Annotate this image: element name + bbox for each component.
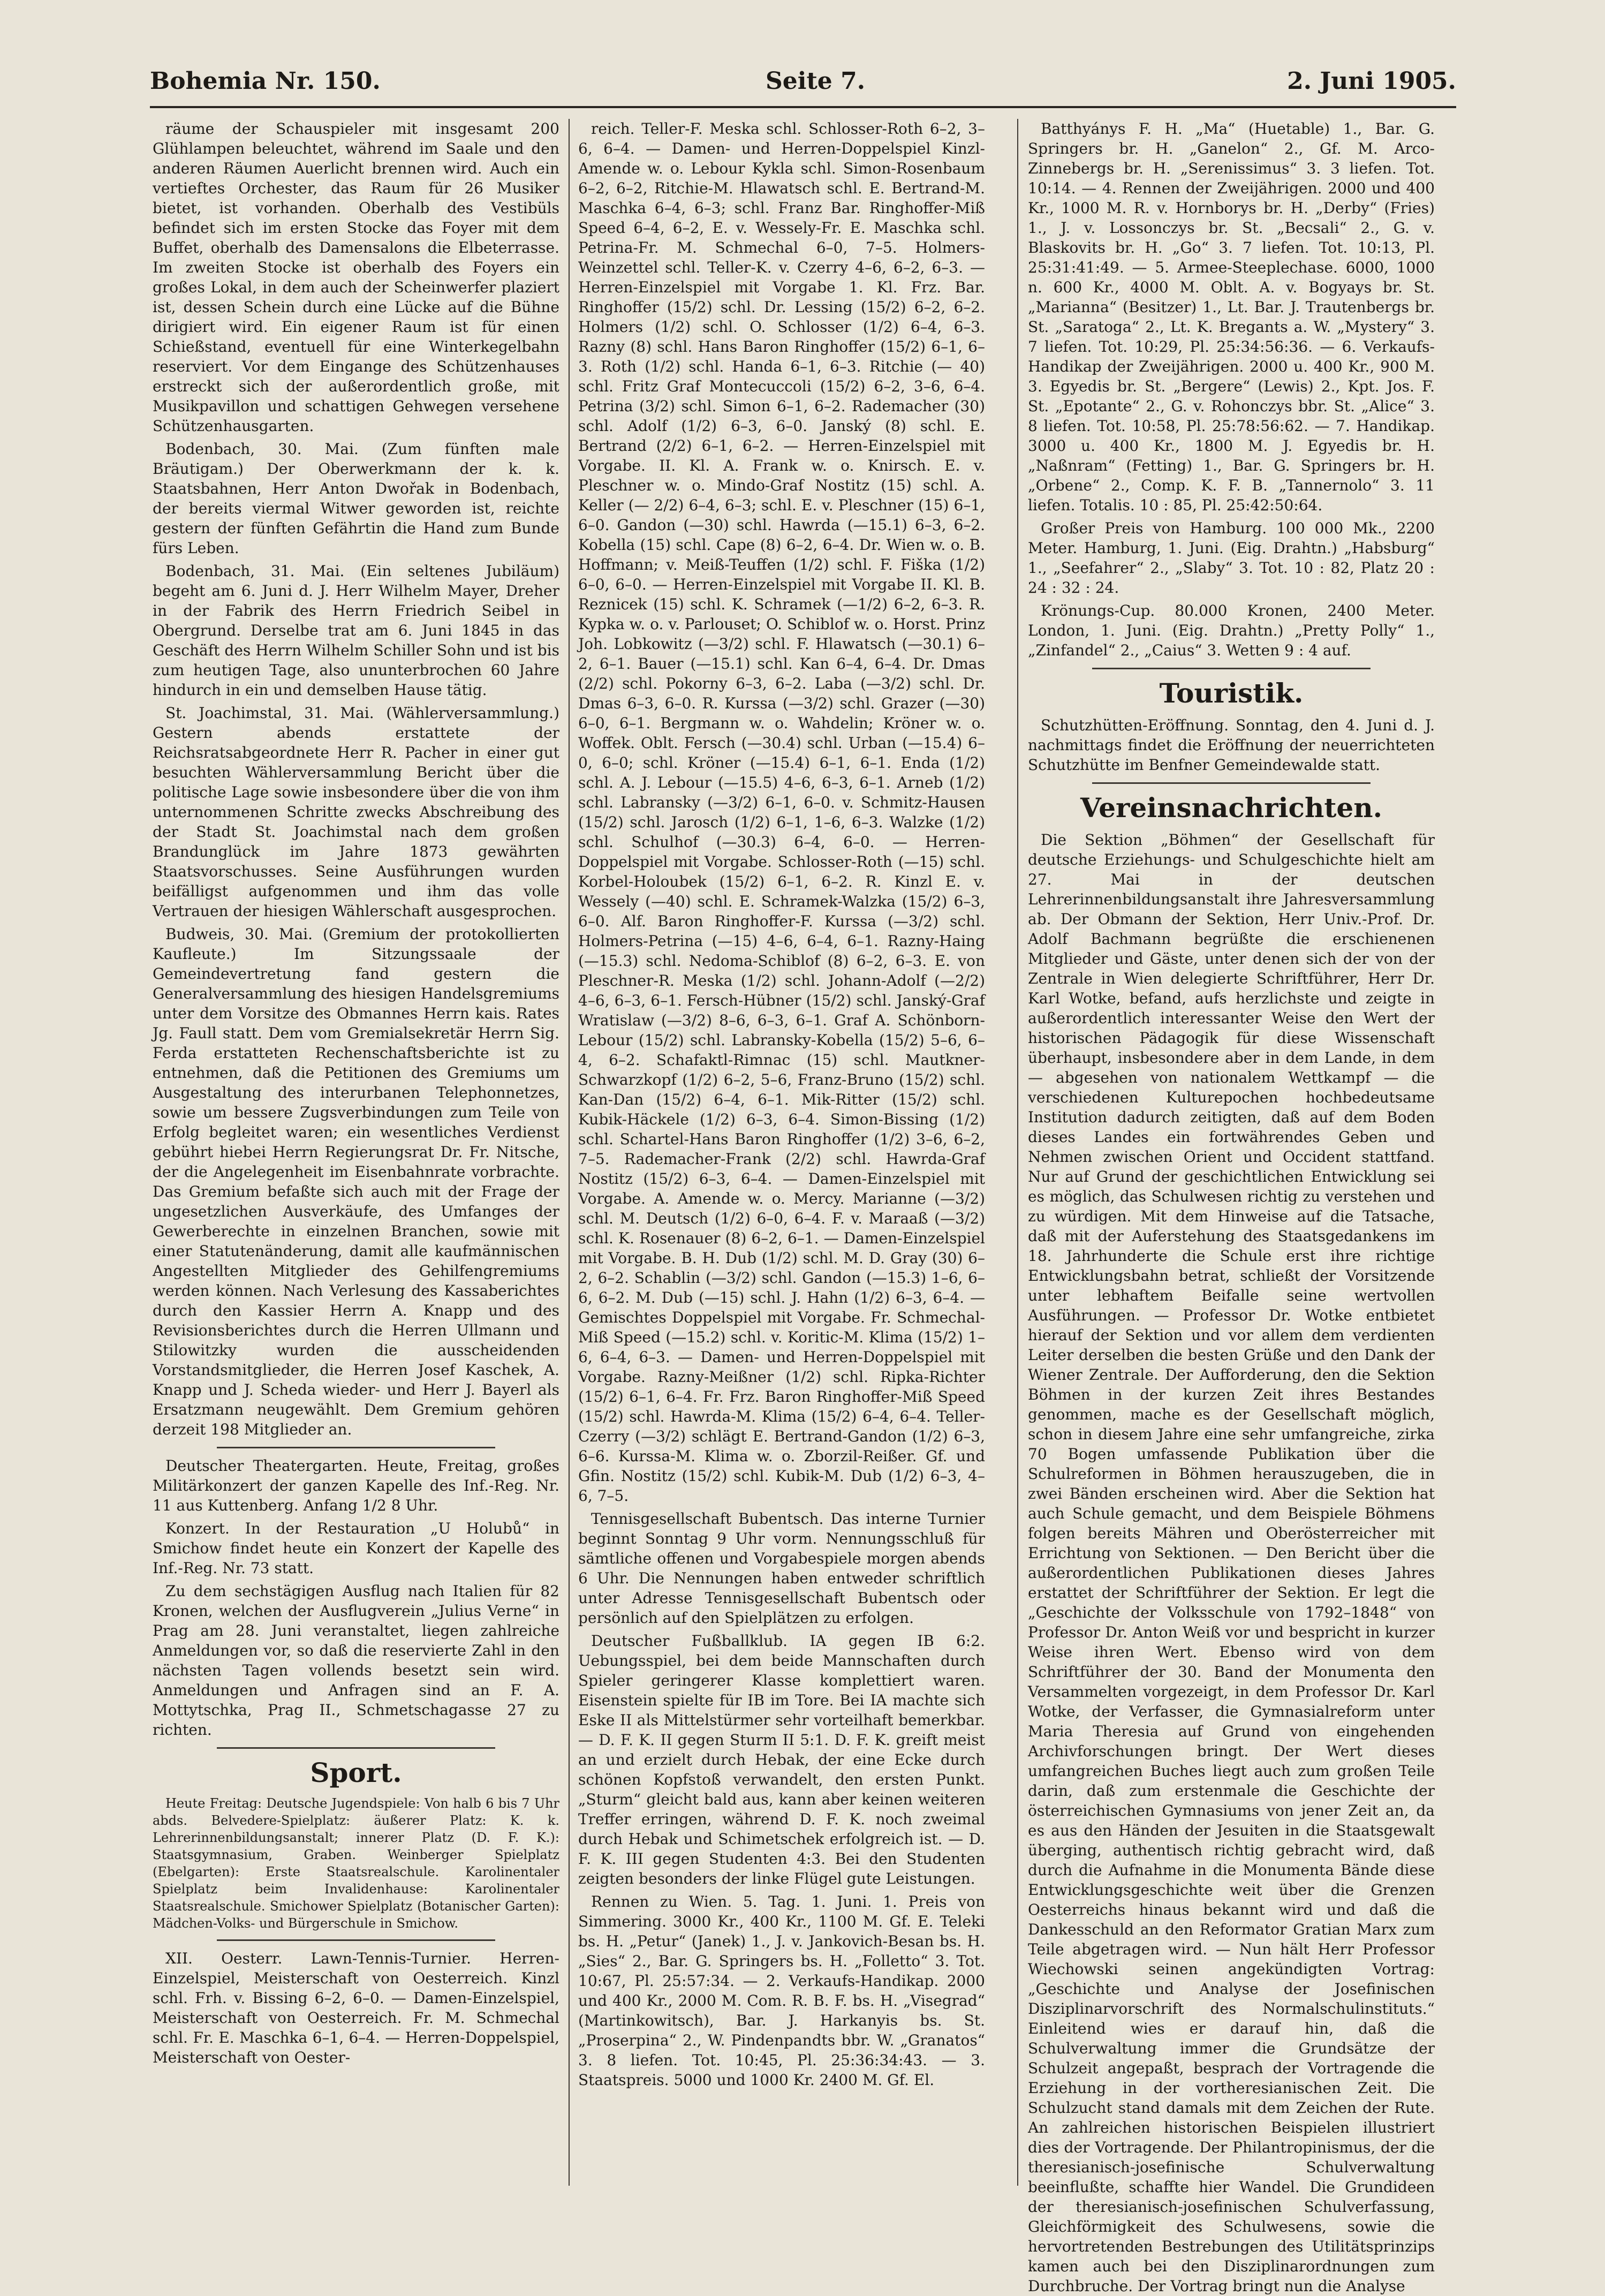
section-divider (217, 1747, 495, 1749)
article-budweis: Budweis, 30. Mai. (Gremium der protokollierten Kaufleute.) Im Sitzungssaale der Gemeindevertretung fand gestern die Generalversammlung des hiesigen Handelsgremiums unter dem Vorsitze des Obmannes Herrn kais. Rates Jg. Faull statt. Dem vom Gremialsekretär Herrn Sig. Ferda erstatteten Rechenschaftsberichte ist zu entnehmen, daß die Petitionen des Gremiums um Ausgestaltung des interurbanen Telephonnetzes, sowie um bessere Zugsverbindungen zum Teile von Erfolg begleitet waren; ein wesentliches Verdienst gebührt hiebei Herrn Regierungsrat Dr. Fr. Nitsche, der die Angelegenheit im Eisenbahnrate vorbrachte. Das Gremium befaßte sich auch mit der Frage der ungesetzlichen Ausverkäufe, des Umfanges der Gewerberechte in einzelnen Branchen, sowie mit einer Statutenänderung, damit alle kaufmännischen Angestellten Mitglieder des Gehilfengremiums werden können. Nach Verlesung des Kassaberichtes durch den Kassier Herrn A. Knapp und des Revisionsberichtes durch die Herren Ullmann und Stilowitzky wurden die ausscheidenden Vorstandsmitglieder, die Herren Josef Kaschek, A. Knapp und J. Scheda wieder- und Herr J. Bayerl als Ersatzmann neugewählt. Dem Gremium gehören derzeit 198 Mitglieder an. (153, 925, 559, 1438)
verein-sektion-boehmen: Die Sektion „Böhmen“ der Gesellschaft für deutsche Erziehungs- und Schulgeschichte hielt am 27. Mai in der deutschen Lehrerinnenbildungsanstalt ihre Jahresversammlung ab. Der Obmann der Sektion, Herr Univ.-Prof. Dr. Adolf Bachmann begrüßte die erschienenen Mitglieder und Gäste, unter denen sich der von der Zentrale in Wien delegierte Schriftführer, Herr Dr. Karl Wotke, befand, aufs herzlichste und zeigte in außerordentlich interessanter Weise den Wert der historischen Pädagogik für diese Wissenschaft überhaupt, insbesondere aber in dem Lande, in dem — abgesehen von nationalem Wettkampf — die verschiedenen Kulturepochen hochbedeutsame Institution dadurch zeitigten, daß auf dem Boden dieses Landes ein fortwährendes Geben und Nehmen zwischen Orient und Occident stattfand. Nur auf Grund der geschichtlichen Entwicklung sei es möglich, das Schulwesen richtig zu verstehen und zu würdigen. Mit dem Hinweise auf die Tatsache, daß mit der Auferstehung des Staatsgedankens im 18. Jahrhunderte die Schule erst ihre richtige Entwicklungsbahn betrat, schließt der Vorsitzende unter lebhaftem Beifalle seine wertvollen Ausführungen. — Professor Dr. Wotke entbietet hierauf der Sektion und vor allem dem verdienten Leiter derselben die besten Grüße und den Dank der Wiener Zentrale. Der Aufforderung, den die Sektion Böhmen in der kurzen Zeit ihres Bestandes genommen, mache es der Gesellschaft möglich, schon in diesem Jahre eine sehr umfangreiche, zirka 70 Bogen umfassende Publikation über die Schulreformen in Böhmen herauszugeben, die in zwei Bänden erscheinen wird. Aber die Sektion hat auch Schule gemacht, und dem Beispiele Böhmens folgen bereits Mähren und Oberösterreicher mit Errichtung von Sektionen. — Den Bericht über die außerordentlichen Publikationen dieses Jahres erstattet der Schriftführer der Sektion. Er legt die „Geschichte der Volksschule von 1792–1848“ von Professor Dr. Anton Weiß vor und bespricht in kurzer Weise ihren Wert. Ebenso wird von dem Schriftführer der 30. Band der Monumenta den Versammelten vorgezeigt, in dem Professor Dr. Karl Wotke, der Verfasser, die Gymnasialreform unter Maria Theresia auf Grund von eingehenden Archivforschungen bringt. Der Wert dieses umfangreichen Buches liegt auch zum großen Teile darin, daß zum erstenmale die Geschichte der österreichischen Gymnasiums von jener Zeit an, da es aus den Händen der Jesuiten in die Staatsgewalt überging, authentisch richtig gebracht wird, daß durch die Aufnahme in die Monumenta Bände diese Entwicklungsgeschichte weit über die Grenzen Oesterreichs hinaus bekannt wird und daß die Dankesschuld an den Reformator Gratian Marx zum Teile abgetragen wird. — Nun hält Herr Professor Wiechowski seinen angekündigten Vortrag: „Geschichte und Analyse der Josefinischen Disziplinarvorschrift des Normalschulinstituts.“ Einleitend wies er darauf hin, daß die Schulverwaltung immer die Grundsätze der Schulzeit angepaßt, besprach der Vortragende die Erziehung in der vortheresianischen Zeit. Die Schulzucht stand damals mit dem Zeichen der Rute. An zahlreichen historischen Beispielen illustriert dies der Vortragende. Der Philantropinismus, der die theresianisch-josefinische Schulverwaltung beeinflußte, schaffte hier Wandel. Die Grundideen der theresianisch-josefinischen Schulverfassung, Gleichförmigkeit des Schulwesens, sowie die hervortretenden Bestrebungen des Utilitätsprinzips kamen auch bei den Disziplinarordnungen zum Durchbruche. Der Vortrag bringt nun die Analyse (1028, 831, 1435, 2295)
column-3 (1028, 119, 1435, 2295)
section-title-sport: Sport. (310, 1757, 402, 1788)
notice-theatergarten: Deutscher Theatergarten. Heute, Freitag, großes Militärkonzert der ganzen Kapelle des Inf.-Reg. Nr. 11 aus Kuttenberg. Anfang 1/2 8 Uhr. (153, 1457, 559, 1514)
section-title-vereinsnachrichten: Vereinsnachrichten. (1080, 792, 1382, 824)
column-1 (153, 119, 559, 2186)
header-rule (150, 106, 1456, 108)
column-rule-2 (1017, 119, 1018, 2186)
article-bodenbach-2: Bodenbach, 31. Mai. (Ein seltenes Jubiläum) begeht am 6. Juni d. J. Herr Wilhelm Mayer, Dreher in der Fabrik des Herrn Friedrich Seibel in Obergrund. Derselbe trat am 6. Juni 1845 in das Geschäft des Herrn Wilhelm Schiller Sohn und ist bis zum heutigen Tage, also ununterbrochen 60 Jahre hindurch in ein und demselben Hause tätig. (153, 562, 559, 699)
article-schuetzenhaus: räume der Schauspieler mit insgesamt 200 Glühlampen beleuchtet, während im Saale und den anderen Räumen Auerlicht brennen wird. Auch ein vertieftes Orchester, das Raum für 26 Musiker bietet, ist vorhanden. Oberhalb des Vestibüls befindet sich im ersten Stocke das Foyer mit dem Buffet, oberhalb des Damensalons die Elbeterrasse. Im zweiten Stocke ist oberhalb des Foyers ein großes Lokal, in dem auch der Scheinwerfer plaziert ist, dessen Schein durch eine Lücke auf die Bühne dirigiert wird. Ein eigener Raum ist für einen Schießstand, eventuell für eine Winterkegelbahn reserviert. Vor dem Eingange des Schützenhauses erstreckt sich der außerordentlich große, mit Musikpavillon und schattigen Gehwegen versehene Schützenhausgarten. (153, 120, 559, 435)
column-2 (578, 119, 985, 2186)
article-bodenbach-1: Bodenbach, 30. Mai. (Zum fünften male Bräutigam.) Der Oberwerkmann der k. k. Staatsbahnen, Herr Anton Dwořak in Bodenbach, der bereits viermal Witwer geworden ist, reichte gestern der fünften Gefährtin die Hand zum Bunde fürs Leben. (153, 440, 559, 557)
notice-ausflug: Zu dem sechstägigen Ausflug nach Italien für 82 Kronen, welchen der Ausflugverein „Julius Verne“ in Prag am 28. Juni veranstaltet, liegen zahlreiche Anmeldungen vor, so daß die reservierte Zahl in den nächsten Tagen vollends besetzt sein wird. Anmeldungen und Anfragen sind an F. A. Mottytschka, Prag II., Schmetschagasse 27 zu richten. (153, 1582, 559, 1739)
section-divider (217, 1939, 495, 1941)
sport-jugendspiele: Heute Freitag: Deutsche Jugendspiele: Von halb 6 bis 7 Uhr abds. Belvedere-Spielplatz: äußerer Platz: K. k. Lehrerinnenbildungsanstalt; innerer Platz (D. F. K.): Staatsgymnasium, Graben. Weinberger Spielplatz (Ebelgarten): Erste Staatsrealschule. Karolinentaler Spielplatz beim Invalidenhause: Karolinentaler Staatsrealschule. Smichower Spielplatz (Botanischer Garten): Mädchen-Volks- und Bürgerschule in Smichow. (153, 1796, 559, 1931)
touristik-schutzhuetten: Schutzhütten-Eröffnung. Sonntag, den 4. Juni d. J. nachmittags findet die Eröffnung der neuerrichteten Schutzhütte im Benfner Gemeindewalde statt. (1028, 716, 1435, 774)
section-divider (217, 1447, 495, 1448)
section-title-touristik: Touristik. (1159, 677, 1304, 709)
section-divider (1092, 668, 1371, 669)
page-header (150, 63, 1456, 106)
notice-konzert: Konzert. In der Restauration „U Holubů“ in Smichow findet heute ein Konzert der Kapelle des Inf.-Reg. Nr. 73 statt. (153, 1520, 559, 1577)
header-page-number: Seite 7. (766, 67, 866, 95)
header-publication: Bohemia Nr. 150. (150, 67, 381, 95)
column-rule-1 (569, 119, 570, 2186)
sport-fussballklub: Deutscher Fußballklub. IA gegen IB 6:2. Uebungsspiel, bei dem beide Mannschaften durch Spieler geringerer Klasse komplettiert waren. Eisenstein spielte für IB im Tore. Bei IA machte sich Eske II als Mittelstürmer sehr vorteilhaft bemerkbar. — D. F. K. II gegen Sturm II 5:1. D. F. K. greift meist an und erzielt durch Hebak, der eine Ecke durch schönen Kopfstoß verwandelt, den ersten Punkt. „Sturm“ gleicht bald aus, kann aber keinen weiteren Treffer erringen, während D. F. K. noch zweimal durch Hebak und Schimetschek erfolgreich ist. — D. F. K. III gegen Studenten 4:3. Bei den Studenten zeigten besonders der linke Flügel gute Leistungen. (578, 1632, 985, 1887)
section-divider (1092, 782, 1371, 784)
sport-kroenungs-cup: Krönungs-Cup. 80.000 Kronen, 2400 Meter. London, 1. Juni. (Eig. Drahtn.) „Pretty Polly“ 1., „Zinfandel“ 2., „Caius“ 3. Wetten 9 : 4 auf. (1028, 602, 1435, 659)
sport-tennisgesellschaft: Tennisgesellschaft Bubentsch. Das interne Turnier beginnt Sonntag 9 Uhr vorm. Nennungsschluß für sämtliche offenen und Vorgabespiele morgen abends 6 Uhr. Die Nennungen haben entweder schriftlich unter Adresse Tennisgesellschaft Bubentsch oder persönlich auf den Spielplätzen zu erfolgen. (578, 1510, 985, 1627)
sport-rennen-wien: Rennen zu Wien. 5. Tag. 1. Juni. 1. Preis von Simmering. 3000 Kr., 400 Kr., 1100 M. Gf. E. Teleki bs. H. „Petur“ (Janek) 1., J. v. Jankovich-Besan bs. H. „Sies“ 2., Bar. G. Springers bs. H. „Folletto“ 3. Tot. 10:67, Pl. 25:57:34. — 2. Verkaufs-Handikap. 2000 und 400 Kr., 2000 M. Com. R. B. F. bs. H. „Visegrad“ (Martinkowitsch), Bar. J. Harkanyis bs. St. „Proserpina“ 2., W. Pindenpandts bbr. W. „Granatos“ 3. 8 liefen. Tot. 10:45, Pl. 25:36:34:43. — 3. Staatspreis. 5000 und 1000 Kr. 2400 M. Gf. El. (578, 1893, 985, 2089)
sport-preis-hamburg: Großer Preis von Hamburg. 100 000 Mk., 2200 Meter. Hamburg, 1. Juni. (Eig. Drahtn.) „Habsburg“ 1., „Seefahrer“ 2., „Slaby“ 3. Tot. 10 : 82, Platz 20 : 24 : 32 : 24. (1028, 519, 1435, 596)
sport-rennen-wien-cont: Batthyánys F. H. „Ma“ (Huetable) 1., Bar. G. Springers br. H. „Ganelon“ 2., Gf. M. Arco-Zinnebergs br. H. „Serenissimus“ 3. 3 liefen. Tot. 10:14. — 4. Rennen der Zweijährigen. 2000 und 400 Kr., 1000 M. R. v. Hornborys br. H. „Derby“ (Fries) 1., J. v. Lossonczys br. St. „Becsali“ 2., G. v. Blaskovits br. H. „Go“ 3. 7 liefen. Tot. 10:13, Pl. 25:31:41:49. — 5. Armee-Steeplechase. 6000, 1000 n. 600 Kr., 4000 M. Oblt. A. v. Bogyays br. St. „Marianna“ (Besitzer) 1., Lt. Bar. J. Trautenbergs br. St. „Saratoga“ 2., Lt. K. Bregants a. W. „Mystery“ 3. 7 liefen. Tot. 10:29, Pl. 25:34:56:36. — 6. Verkaufs-Handikap der Zweijährigen. 2000 u. 400 Kr., 900 M. 3. Egyedis br. St. „Bergere“ (Lewis) 2., Kpt. Jos. F. St. „Epotante“ 2., G. v. Rohonczys bbr. St. „Alice“ 3. 8 liefen. Tot. 10:58, Pl. 25:78:56:62. — 7. Handikap. 3000 u. 400 Kr., 1800 M. J. Egyedis br. H. „Naßnram“ (Fetting) 1., Bar. G. Springers br. H. „Orbene“ 2., Comp. K. F. B. „Tannernolo“ 3. 11 liefen. Totalis. 10 : 85, Pl. 25:42:50:64. (1028, 120, 1435, 514)
article-joachimstal: St. Joachimstal, 31. Mai. (Wählerversammlung.) Gestern abends erstattete der Reichsratsabgeordnete Herr R. Pacher in einer gut besuchten Wählerversammlung Bericht über die politische Lage sowie insbesondere über die von ihm unternommenen Schritte zwecks Abschreibung des der Stadt St. Joachimstal nach dem großen Brandunglück im Jahre 1873 gewährten Staatsvorschusses. Seine Ausführungen wurden beifälligst aufgenommen und ihm das volle Vertrauen der hiesigen Wählerschaft ausgesprochen. (153, 704, 559, 920)
sport-tennis-turnier-start: XII. Oesterr. Lawn-Tennis-Turnier. Herren-Einzelspiel, Meisterschaft von Oesterreich. Kinzl schl. Frh. v. Bissing 6–2, 6–0. — Damen-Einzelspiel, Meisterschaft von Oesterreich. Fr. M. Schmechal schl. Fr. E. Maschka 6–1, 6–4. — Herren-Doppelspiel, Meisterschaft von Oester- (153, 1950, 559, 2066)
sport-tennis-results: reich. Teller-F. Meska schl. Schlosser-Roth 6–2, 3–6, 6–4. — Damen- und Herren-Doppelspiel Kinzl-Amende w. o. Lebour Kykla schl. Simon-Rosenbaum 6–2, 6–2, Ritchie-M. Hlawatsch schl. E. Bertrand-M. Maschka 6–4, 6–3; schl. Franz Bar. Ringhoffer-Miß Speed 6–4, 6–2, E. v. Wessely-Fr. E. Maschka schl. Petrina-Fr. M. Schmechal 6–0, 7–5. Holmers-Weinzettel schl. Teller-K. v. Czerry 4–6, 6–2, 6–3. — Herren-Einzelspiel mit Vorgabe 1. Kl. Frz. Bar. Ringhoffer (15/2) schl. Dr. Lessing (15/2) 6–2, 6–2. Holmers (1/2) schl. O. Schlosser (1/2) 6–4, 6–3. Razny (8) schl. Hans Baron Ringhoffer (15/2) 6–1, 6–3. Roth (1/2) schl. Handa 6–1, 6–3. Ritchie (— 40) schl. Fritz Graf Montecuccoli (15/2) 6–2, 3–6, 6–4. Petrina (3/2) schl. Simon 6–1, 6–2. Rademacher (30) schl. Adolf (1/2) 6–3, 6–0. Janský (8) schl. E. Bertrand (2/2) 6–1, 6–2. — Herren-Einzelspiel mit Vorgabe. II. Kl. A. Frank w. o. Knirsch. E. v. Pleschner w. o. Mindo-Graf Nostitz (15) schl. A. Keller (— 2/2) 6–4, 6–3; schl. E. v. Pleschner (15) 6–1, 6–0. Gandon (—30) schl. Hawrda (—15.1) 6–3, 6–2. Kobella (15) schl. Cape (8) 6–2, 6–4. Dr. Wien w. o. B. Hoffmann; v. Meiß-Teuffen (1/2) schl. F. Fiška (1/2) 6–0, 6–0. — Herren-Einzelspiel mit Vorgabe II. Kl. B. Reznicek (15) schl. K. Schramek (—1/2) 6–2, 6–3. R. Kypka w. o. v. Parlouset; O. Schiblof w. o. Horst. Prinz Joh. Lobkowitz (—3/2) schl. F. Hlawatsch (—30.1) 6–2, 6–1. Bauer (—15.1) schl. Kan 6–4, 6–4. Dr. Dmas (2/2) schl. Pokorny 6–3, 6–2. Laba (—3/2) schl. Dr. Dmas 6–3, 6–0. R. Kurssa (—3/2) schl. Grazer (—30) 6–0, 6–1. Bergmann w. o. Wahdelin; Kröner w. o. Woffek. Oblt. Fersch (—30.4) schl. Urban (—15.4) 6–0, 6–0; schl. Kröner (—15.4) 6–1, 6–1. Enda (1/2) schl. A. J. Lebour (—15.5) 4–6, 6–3, 6–1. Arneb (1/2) schl. Labransky (—3/2) 6–1, 6–0. v. Schmitz-Hausen (15/2) schl. Jarosch (1/2) 6–1, 1–6, 6–3. Walzke (1/2) schl. Schulhof (—30.3) 6–4, 6–0. — Herren-Doppelspiel mit Vorgabe. Schlosser-Roth (—15) schl. Korbel-Holoubek (15/2) 6–1, 6–2. R. Kinzl E. v. Wessely (—40) schl. E. Schramek-Walzka (15/2) 6–3, 6–0. Alf. Baron Ringhoffer-F. Kurssa (—3/2) schl. Holmers-Petrina (—15) 4–6, 6–4, 6–1. Razny-Haing (—15.3) schl. Nedoma-Schiblof (8) 6–2, 6–3. E. von Pleschner-R. Meska (1/2) schl. Johann-Adolf (—2/2) 4–6, 6–3, 6–1. Fersch-Hübner (15/2) schl. Janský-Graf Wratislaw (—3/2) 8–6, 6–3, 6–1. Graf A. Schönborn-Lebour (15/2) schl. Labransky-Kobella (15/2) 5–6, 6–4, 6–2. Schafaktl-Rimnac (15) schl. Mautkner-Schwarzkopf (1/2) 6–2, 5–6, Franz-Bruno (15/2) schl. Kan-Dan (15/2) 6–4, 6–1. Mik-Ritter (15/2) schl. Kubik-Häckele (1/2) 6–3, 6–4. Simon-Bissing (1/2) schl. Schartel-Hans Baron Ringhoffer (1/2) 3–6, 6–2, 7–5. Rademacher-Frank (2/2) schl. Hawrda-Graf Nostitz (15/2) 6–3, 6–4. — Damen-Einzelspiel mit Vorgabe. A. Amende w. o. Mercy. Marianne (—3/2) schl. M. Deutsch (1/2) 6–0, 6–4. F. v. Maraaß (—3/2) schl. K. Rosenauer (8) 6–2, 6–1. — Damen-Einzelspiel mit Vorgabe. B. H. Dub (1/2) schl. M. D. Gray (30) 6–2, 6–2. Schablin (—3/2) schl. Gandon (—15.3) 1–6, 6–6, 6–2. M. Dub (—15) schl. J. Hahn (1/2) 6–3, 6–4. — Gemischtes Doppelspiel mit Vorgabe. Fr. Schmechal-Miß Speed (—15.2) schl. v. Koritic-M. Klima (15/2) 1–6, 6–4, 6–3. — Damen- und Herren-Doppelspiel mit Vorgabe. Razny-Meißner (1/2) schl. Ripka-Richter (15/2) 6–1, 6–4. Fr. Frz. Baron Ringhoffer-Miß Speed (15/2) schl. Hawrda-M. Klima (15/2) 6–4, 6–4. Teller-Czerry (—3/2) schlägt E. Bertrand-Gandon (1/2) 6–3, 6–6. Kurssa-M. Klima w. o. Zborzil-Reißer. Gf. und Gfin. Nostitz (15/2) schl. Kubik-M. Dub (1/2) 6–3, 4–6, 7–5. (578, 120, 985, 1505)
header-date: 2. Juni 1905. (1287, 67, 1456, 95)
